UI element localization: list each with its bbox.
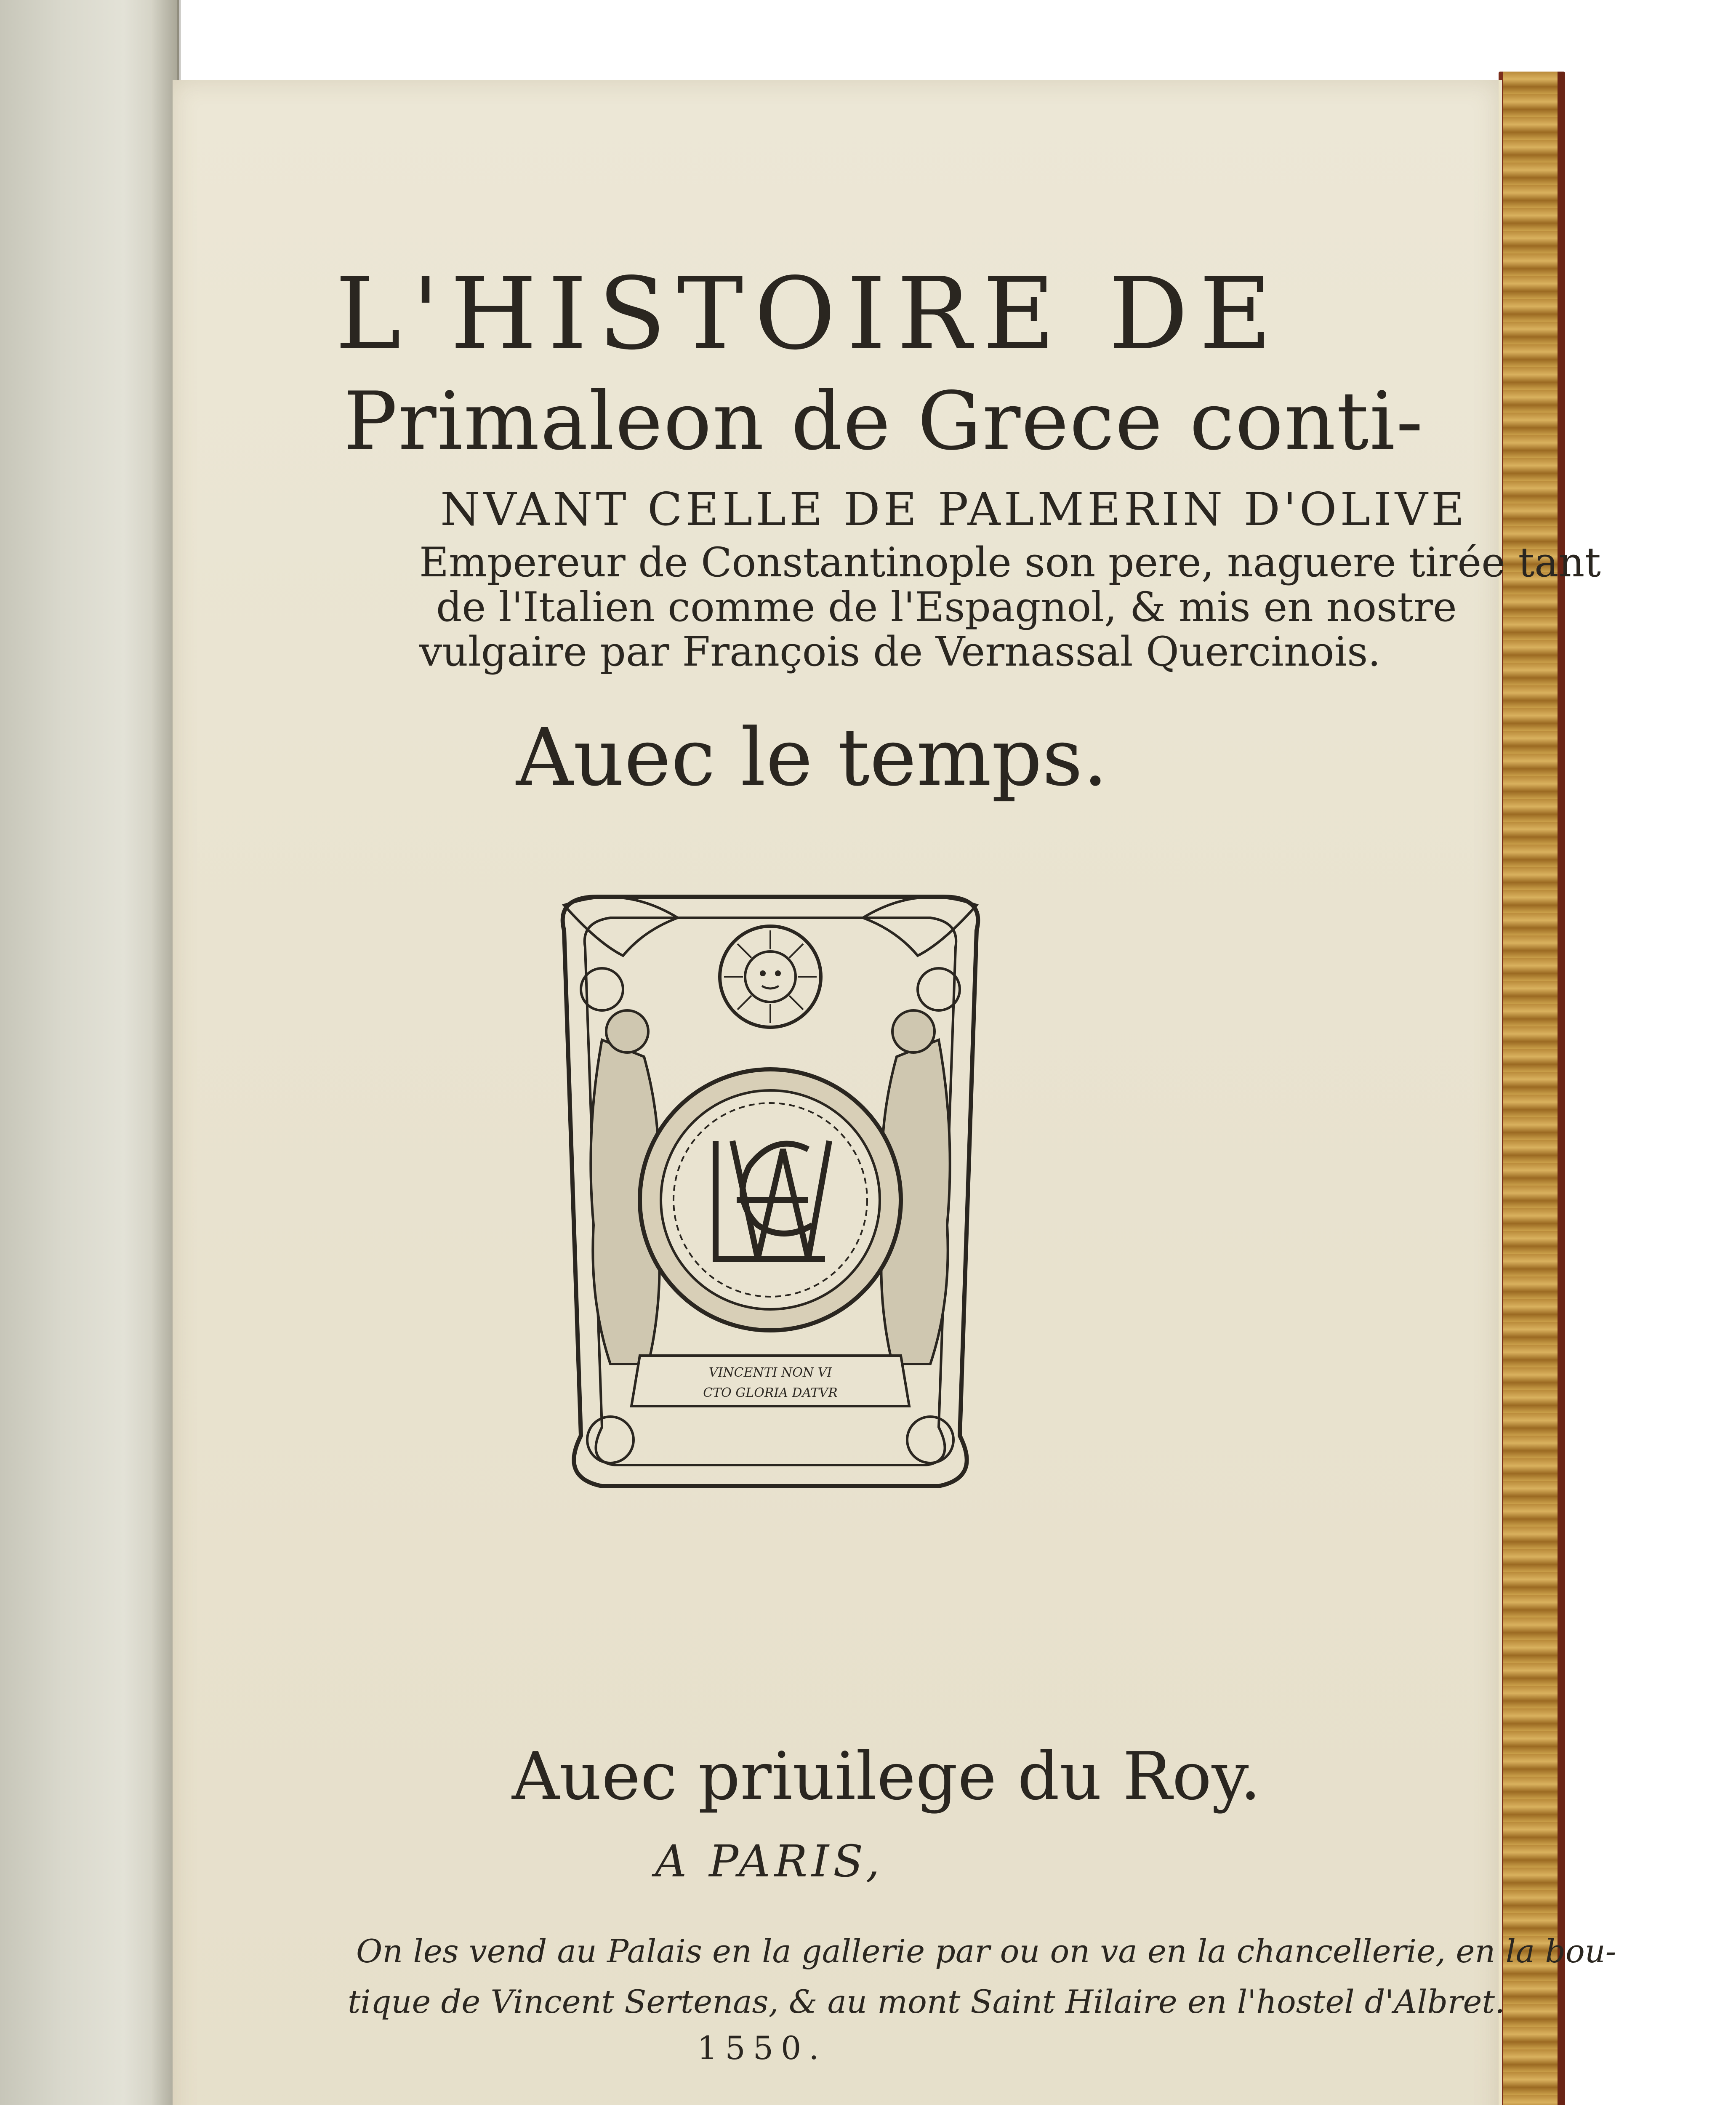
title-line-3: NVANT CELLE DE PALMERIN D'OLIVE <box>440 483 1468 536</box>
printers-device <box>539 880 1002 1511</box>
title-line-5: de l'Italien comme de l'Espagnol, & mis en nostre <box>436 584 1457 631</box>
imprint-line-1: On les vend au Palais en la gallerie par ou on va en la chancellerie, en la bou- <box>356 1932 1616 1970</box>
title-line-2: Primaleon de Grece conti- <box>343 375 1424 468</box>
sun-face-icon <box>720 926 821 1027</box>
device-banner-line-2: CTO GLORIA DATVR <box>703 1386 838 1400</box>
motto: Auec le temps. <box>516 711 1108 804</box>
device-banner-line-1: VINCENTI NON VI <box>708 1365 832 1380</box>
imprint-line-2: tique de Vincent Sertenas, & au mont Saint Hilaire en l'hostel d'Albret. <box>348 1983 1505 2020</box>
title-line-4: Empereur de Constantinople son pere, naguere tirée tant <box>419 539 1601 586</box>
year: 1550. <box>697 2029 827 2067</box>
title-line-6: vulgaire par François de Vernassal Quercinois. <box>419 628 1381 675</box>
place: A PARIS, <box>655 1836 884 1887</box>
title-line-1: L'HISTOIRE DE <box>335 256 1283 372</box>
monogram-icon <box>640 1069 901 1330</box>
gilt-binding-edge <box>1499 72 1565 2105</box>
privilege: Auec priuilege du Roy. <box>512 1738 1261 1815</box>
title-page <box>173 80 1616 2105</box>
